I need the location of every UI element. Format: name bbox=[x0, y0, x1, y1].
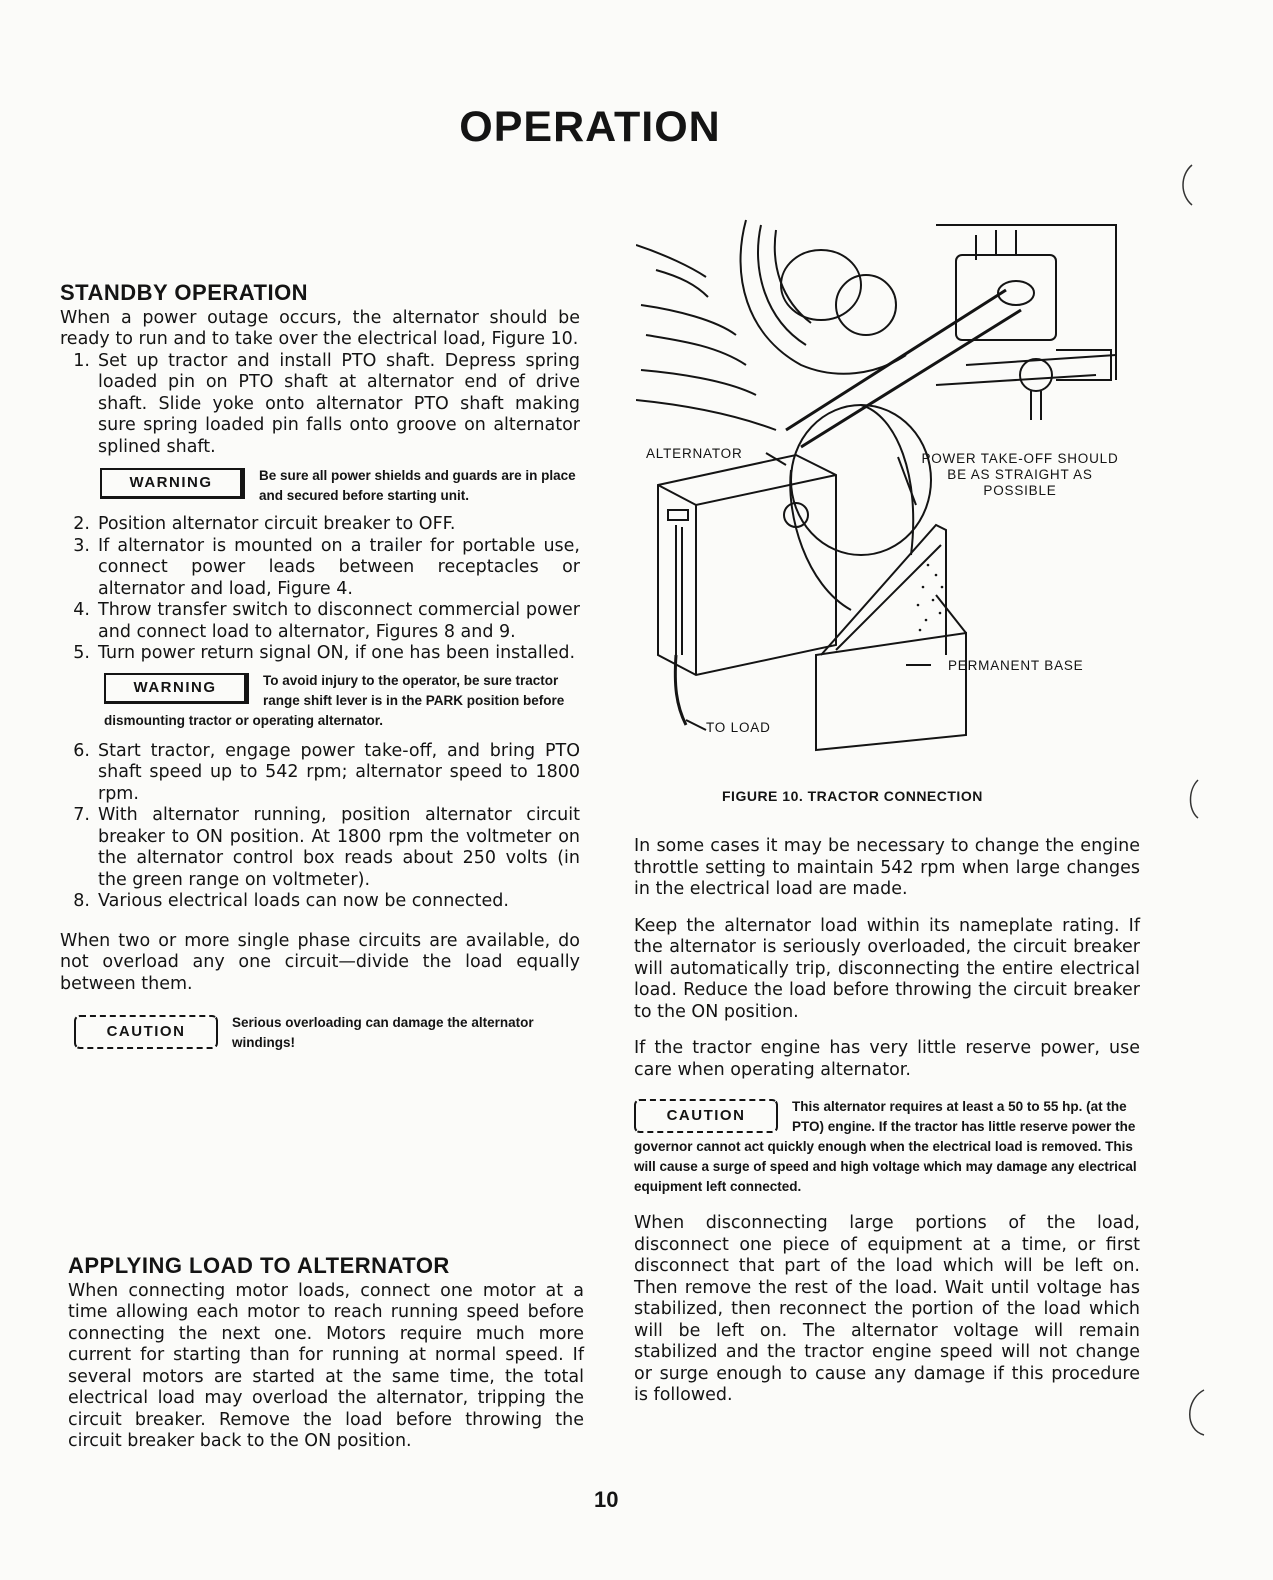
caution-text: Serious overloading can damage the alternator windings! bbox=[232, 1015, 534, 1050]
caution-badge: CAUTION bbox=[74, 1015, 218, 1049]
list-item bbox=[60, 741, 580, 806]
margin-marks bbox=[1170, 150, 1230, 1440]
warning-badge: WARNING bbox=[100, 468, 245, 499]
step-text: With alternator running, position alternator circuit breaker to ON position. At 1800 rpm the voltmeter on the alternator control box reads about 250 volts (in the green range on voltmeter). bbox=[98, 805, 580, 890]
applying-heading: APPLYING LOAD TO ALTERNATOR bbox=[68, 1253, 450, 1278]
nameplate-paragraph: Keep the alternator load within its nameplate rating. If the alternator is seriously overloaded, the circuit breaker will automatically trip, disconnecting the entire electrical load. Reduce the load before throwing the circuit breaker to the ON position. bbox=[634, 915, 1140, 1022]
warning-notice-2 bbox=[104, 671, 580, 731]
figure-label-base: PERMANENT BASE bbox=[948, 658, 1084, 673]
throttle-paragraph: In some cases it may be necessary to change the engine throttle setting to maintain 542 rpm when large changes in the electrical load are made. bbox=[634, 836, 1140, 899]
step-number: 4. bbox=[73, 600, 90, 620]
step-text: Turn power return signal ON, if one has been installed. bbox=[98, 643, 576, 663]
step-text: Set up tractor and install PTO shaft. Depress spring loaded pin on PTO shaft at alternator end of drive shaft. Slide yoke onto alternator PTO shaft making sure spring loaded pin falls onto groove on alternator splined shaft. bbox=[98, 350, 580, 457]
reserve-power-paragraph: If the tractor engine has very little reserve power, use care when operating alternator. bbox=[634, 1038, 1140, 1080]
step-number: 7. bbox=[73, 805, 90, 825]
step-number: 5. bbox=[73, 643, 90, 663]
disconnecting-paragraph: When disconnecting large portions of the load, disconnect one piece of equipment at a time, or first disconnect that part of the load which will be left on. Then remove the rest of the load. Wait until voltage has stabilized, then reconnect the portion of the load which will be left on. The alternator voltage will remain stabilized and the tractor engine speed will not change or surge enough to cause any damage if this procedure is followed. bbox=[634, 1213, 1140, 1405]
list-item bbox=[60, 514, 580, 536]
base-texture bbox=[917, 564, 944, 632]
list-item bbox=[60, 536, 580, 601]
list-item bbox=[60, 805, 580, 891]
step-text: Various electrical loads can now be connected. bbox=[98, 891, 509, 911]
step-number: 3. bbox=[73, 535, 90, 556]
steps-list-2 bbox=[60, 514, 580, 665]
standby-intro: When a power outage occurs, the alternator should be ready to run and to take over the electrical load, Figure 10. bbox=[60, 307, 580, 349]
warning-badge: WARNING bbox=[104, 673, 249, 704]
list-item bbox=[60, 600, 580, 643]
list-item bbox=[60, 643, 580, 665]
single-phase-paragraph: When two or more single phase circuits are available, do not overload any one circuit—divide the load equally between them. bbox=[60, 930, 580, 994]
step-number: 1. bbox=[73, 350, 90, 371]
caution-notice-1 bbox=[74, 1013, 580, 1053]
step-number: 6. bbox=[73, 740, 90, 761]
step-text: Position alternator circuit breaker to OFF. bbox=[98, 514, 456, 534]
right-column bbox=[634, 836, 1140, 1407]
warning-text: To avoid injury to the operator, be sure tractor range shift lever is in the PARK position before dismounting tractor or operating alternator. bbox=[104, 672, 565, 728]
steps-list-1 bbox=[60, 351, 580, 459]
list-item bbox=[60, 351, 580, 459]
applying-section bbox=[68, 1255, 584, 1453]
figure-label-pto: POWER TAKE-OFF SHOULD BE AS STRAIGHT AS POSSIBLE bbox=[921, 451, 1119, 498]
standby-heading: STANDBY OPERATION bbox=[60, 280, 309, 305]
warning-text: Be sure all power shields and guards are in place and secured before starting unit. bbox=[259, 468, 576, 503]
caution-badge: CAUTION bbox=[634, 1099, 778, 1133]
figure-label-alternator: ALTERNATOR bbox=[646, 446, 743, 461]
warning-notice-1 bbox=[100, 466, 580, 506]
step-number: 8. bbox=[73, 891, 90, 911]
caution-text: This alternator requires at least a 50 to 55 hp. (at the PTO) engine. If the tractor has little reserve power the governor cannot act quickly enough when the electrical load is removed. This will cause a surge of speed and high voltage which may damage any electrical equipment left connected. bbox=[634, 1099, 1137, 1194]
figure-label-load: TO LOAD bbox=[706, 720, 771, 735]
step-text: If alternator is mounted on a trailer for portable use, connect power leads between receptacles or alternator and load, Figure 4. bbox=[98, 535, 580, 599]
applying-paragraph: When connecting motor loads, connect one motor at a time allowing each motor to reach running speed before connecting the next one. Motors require much more current for starting than for running at normal speed. If several motors are started at the same time, the total electrical load may overload the alternator, tripping the circuit breaker. Remove the load before throwing the circuit breaker back to the ON position. bbox=[68, 1280, 584, 1451]
left-column bbox=[60, 282, 580, 1053]
caution-notice-2 bbox=[634, 1097, 1140, 1197]
page-number: 10 bbox=[594, 1487, 619, 1512]
step-number: 2. bbox=[73, 514, 90, 534]
steps-list-3 bbox=[60, 741, 580, 913]
page-title: OPERATION bbox=[459, 103, 721, 151]
figure-caption: FIGURE 10. TRACTOR CONNECTION bbox=[722, 788, 983, 804]
step-text: Throw transfer switch to disconnect commercial power and connect load to alternator, Figures 8 and 9. bbox=[98, 600, 580, 642]
step-text: Start tractor, engage power take-off, and bring PTO shaft speed up to 542 rpm; alternator speed to 1800 rpm. bbox=[98, 740, 580, 804]
list-item bbox=[60, 891, 580, 913]
